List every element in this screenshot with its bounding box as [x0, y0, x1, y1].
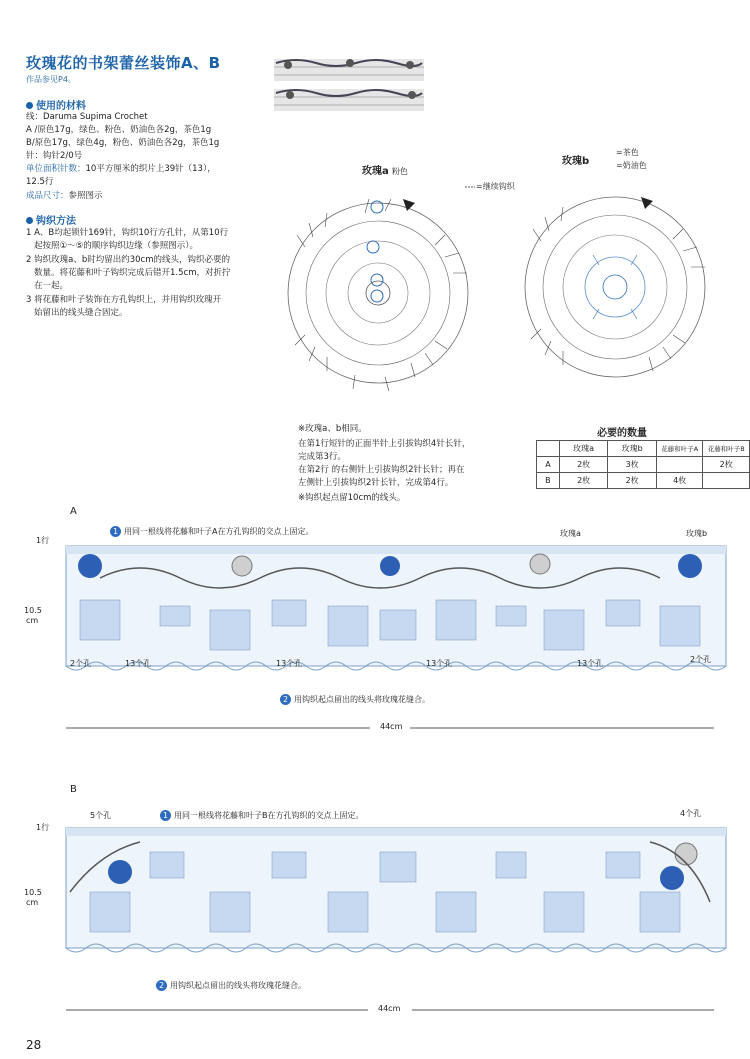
diagram-a-row1: 1行 [36, 536, 50, 545]
rose-b-legend-brown: =茶色 [616, 148, 639, 157]
diagram-a-label: A [70, 506, 77, 517]
diagram-a-chart [40, 540, 740, 700]
diagram-a-height: 10.5 [24, 606, 42, 615]
rose-b-label: 玫瑰b [562, 156, 590, 167]
rose-note-6: ※钩织起点留10cm的线头。 [298, 493, 406, 503]
materials-heading: 使用的材料 [26, 97, 86, 112]
rose-a-label: 玫瑰a 粉色 [362, 166, 408, 177]
materials-b: B/原色17g，绿色4g，粉色、奶油色各2g，茶色1g [26, 138, 220, 148]
method-step-3: 3 将花藤和叶子装饰在方孔钩织上，并用钩织玫瑰开 [26, 295, 222, 305]
method-step-2: 2 钩织玫瑰a、b时均留出约30cm的线头，钩织必要的 [26, 255, 230, 265]
diagram-a-left-holes: 2个孔 [70, 659, 92, 668]
diagram-a-note-2: 2 用钩织起点留出的线头将玫瑰花缝合。 [280, 694, 430, 705]
method-heading: 钩织方法 [26, 212, 76, 227]
product-photos [270, 55, 430, 120]
diagram-b-label: B [70, 784, 77, 795]
rose-a-legend: =继续钩织 [476, 182, 515, 191]
diagram-a-holes-3: 13个孔 [426, 659, 453, 668]
quantity-table [536, 440, 750, 489]
materials-size: 成品尺寸：参照图示 [26, 191, 103, 201]
rose-a-diagram [285, 175, 495, 415]
diagram-b-width: 44cm [378, 1004, 401, 1013]
diagram-a-holes-4: 13个孔 [577, 659, 604, 668]
method-step-1b: 起按照①～⑤的顺序钩织边缘（参照图示）。 [34, 241, 198, 251]
diagram-b-note-1: 1 用同一根线将花藤和叶子B在方孔钩织的交点上固定。 [160, 810, 364, 821]
diagram-a-holes-2: 13个孔 [276, 659, 303, 668]
quantity-row-a: A 2枚 3枚 2枚 [537, 457, 750, 473]
rose-b-diagram [515, 175, 735, 415]
materials-gauge: 单位面积针数：10平方厘米的织片上39针（13）， [26, 164, 216, 174]
page-number: 28 [26, 1038, 42, 1052]
materials-a: A /原色17g，绿色、粉色、奶油色各2g，茶色1g [26, 125, 212, 135]
diagram-a-note-1: 1 用同一根线将花藤和叶子A在方孔钩织的交点上固定。 [110, 526, 313, 537]
quantity-header-row: 玫瑰a 玫瑰b 花藤和叶子A 花藤和叶子B [537, 441, 750, 457]
page-title: 玫瑰花的书架蕾丝装饰A、B [26, 54, 221, 72]
diagram-b-width-line [60, 1004, 720, 1016]
diagram-b-height: 10.5 [24, 888, 42, 897]
rose-note-1: ※玫瑰a、b相同。 [298, 424, 367, 434]
materials-gauge-rows: 12.5行 [26, 177, 54, 187]
diagram-a-right-holes: 2个孔 [690, 655, 712, 664]
quantity-row-b: B 2枚 2枚 4枚 [537, 473, 750, 489]
rose-b-legend-cream: =奶油色 [616, 161, 647, 170]
diagram-a-holes-1: 13个孔 [125, 659, 152, 668]
rose-note-3: 完成第3行。 [298, 452, 346, 462]
page-reference: 作品参见P4。 [26, 75, 76, 84]
diagram-a-rose-b-label: 玫瑰b [686, 529, 708, 538]
method-step-3b: 始留出的线头缝合固定。 [34, 308, 128, 318]
quantity-title: 必要的数量 [597, 428, 647, 439]
diagram-a-width: 44cm [380, 722, 403, 731]
diagram-b-five-holes: 5个孔 [90, 811, 112, 820]
rose-note-2: 在第1行短针的正面半针上引拔钩织4针长针， [298, 439, 471, 449]
diagram-b-chart [40, 822, 740, 972]
diagram-b-height-unit: cm [26, 898, 39, 907]
diagram-b-note-2: 2 用钩织起点留出的线头将玫瑰花缝合。 [156, 980, 306, 991]
rose-note-5: 左侧针上引拔钩织2针长针，完成第4行。 [298, 478, 454, 488]
materials-yarn: 线：Daruma Supima Crochet [26, 112, 148, 122]
diagram-a-rose-a-label: 玫瑰a [560, 529, 581, 538]
rose-note-4: 在第2行 的右侧针上引拔钩织2针长针；再在 [298, 465, 465, 475]
method-step-1: 1 A、B均起锁针169针，钩织10行方孔针，从第10行 [26, 228, 229, 238]
diagram-a-width-line [60, 722, 720, 734]
diagram-b-row1: 1行 [36, 823, 50, 832]
method-step-2b: 数量。将花藤和叶子钩织完成后错开1.5cm，对折拧 [34, 268, 231, 278]
materials-hook: 针：钩针2/0号 [26, 151, 83, 161]
diagram-b-four-holes: 4个孔 [680, 809, 702, 818]
method-step-2c: 在一起。 [34, 281, 69, 291]
diagram-a-height-unit: cm [26, 616, 39, 625]
